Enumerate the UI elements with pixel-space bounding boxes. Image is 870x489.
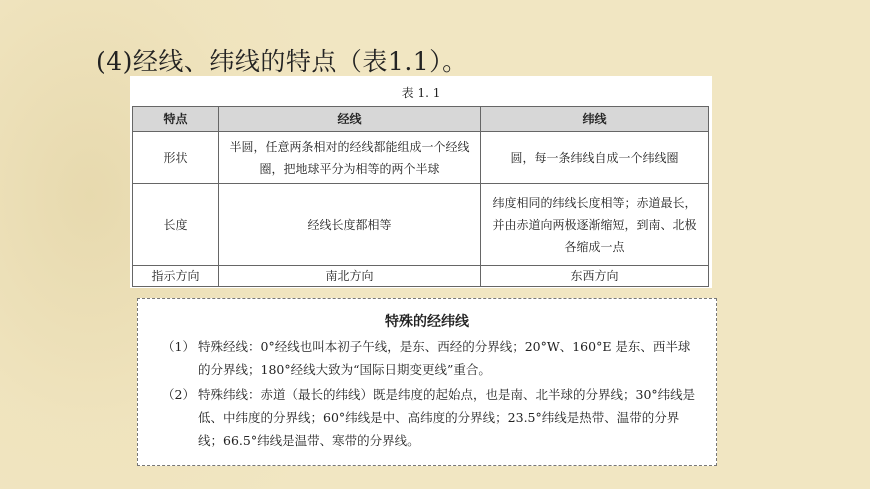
meridian-cell: 经线长度都相等: [219, 184, 481, 266]
header-parallel: 纬线: [481, 107, 709, 132]
note-text: 特殊经线：0°经线也叫本初子午线，是东、西经的分界线；20°W、160°E 是东、西半球的分界线；180°经线大致为“国际日期变更线”重合。: [198, 339, 691, 377]
meridian-cell: 南北方向: [219, 266, 481, 287]
table-row: [133, 132, 709, 184]
table-row: [133, 184, 709, 266]
note-number: （2）: [162, 387, 195, 402]
note-text: 特殊纬线：赤道（最长的纬线）既是纬度的起始点，也是南、北半球的分界线；30°纬线是低、中纬度的分界线；60°纬线是中、高纬度的分界线；23.5°纬线是热带、温带的分界线；66.5°纬线是温带、寒带的分界线。: [198, 387, 696, 448]
parallel-cell: 圆，每一条纬线自成一个纬线圈: [481, 132, 709, 184]
row-label: 长度: [133, 184, 219, 266]
note-item: [162, 335, 702, 381]
header-meridian: 经线: [219, 107, 481, 132]
note-number: （1）: [162, 339, 195, 354]
row-label: 形状: [133, 132, 219, 184]
notes-title: 特殊的经纬线: [385, 314, 469, 330]
parallel-cell: 纬度相同的纬线长度相等；赤道最长，并由赤道向两极逐渐缩短，到南、北极各缩成一点: [481, 184, 709, 266]
row-label: 指示方向: [133, 266, 219, 287]
page-title: (4)经线、纬线的特点（表1.1）。: [96, 47, 468, 76]
table-row: [133, 266, 709, 287]
header-feature: 特点: [133, 107, 219, 132]
parallel-cell: 东西方向: [481, 266, 709, 287]
features-table: [132, 106, 709, 287]
table-panel: [130, 76, 712, 288]
table-header-row: [133, 107, 709, 132]
table-caption: 表 1. 1: [401, 86, 441, 100]
note-item: [162, 383, 702, 452]
notes-panel: [137, 298, 717, 466]
meridian-cell: 半圆，任意两条相对的经线都能组成一个经线圈，把地球平分为相等的两个半球: [219, 132, 481, 184]
